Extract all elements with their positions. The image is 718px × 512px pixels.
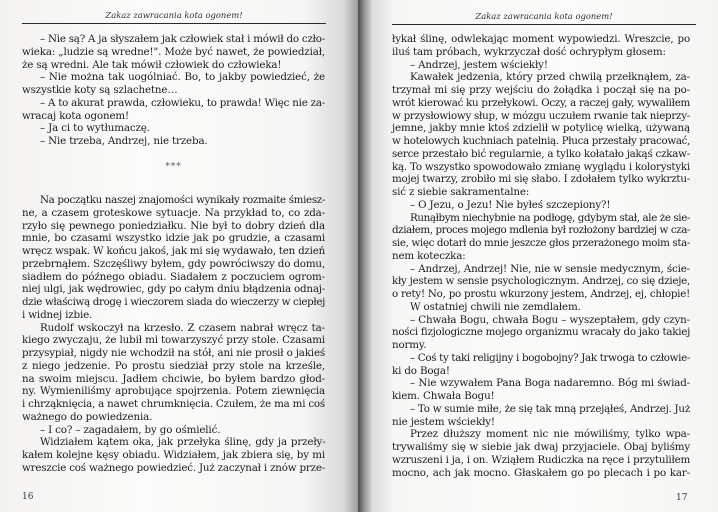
text-line: mocno, ach jak mocno. Głaskałem go po plecach i po kar-	[392, 466, 690, 479]
text-line: kiego zwyczaju, że lubił mi towarzyszyć przy stole. Czasami	[22, 334, 325, 347]
text-line: i widnej izbie.	[22, 308, 93, 321]
right-page	[358, 0, 718, 512]
text-line: z niego jedzenie. Po prostu siedział przy stole na krześle,	[22, 359, 325, 372]
text-line: – Andrzej, jestem wściekły!	[410, 58, 548, 71]
text-line: w hotelowych kuchniach patelnią. Płuca przestały pracować,	[392, 135, 690, 147]
text-line: – Nie trzeba, Andrzej, nie trzeba.	[40, 135, 208, 147]
text-line: trzymał mi się przy wejściu do żołądka i począł się na po-	[392, 84, 690, 96]
text-line: – Nie wzywałem Pana Boga nadaremno. Bóg mi świad-	[410, 377, 690, 390]
text-line: sić z siebie sakramentalne:	[392, 186, 530, 198]
text-line: niej ulgi, jak wędrowiec, gdy po całym dniu błądzenia odnaj-	[22, 283, 326, 296]
header-rule-left	[22, 23, 326, 24]
text-line: kałem kolejne kęsy obiadu. Widziałem, jak zbiera się, by mi	[22, 449, 325, 461]
text-line: iluś tam próbach, wykrzyczał dość ochrypłym głosem:	[392, 45, 666, 58]
text-line: sie, więc dotarł do mnie jeszcze głos przerażonego moim sta-	[392, 237, 691, 249]
text-line: normy.	[392, 339, 427, 351]
text-line: ne, a czasem groteskowe sytuacje. Na przykład to, co zda-	[22, 206, 325, 219]
text-line: nie jestem wściekły!	[392, 415, 495, 428]
text-line: na swoim miejscu. Jadłem chciwie, bo byłem bardzo głod-	[22, 372, 325, 385]
header-rule-right	[392, 24, 696, 25]
text-line: Runąłbym niechybnie na podłogę, gdybym stał, ale że sie-	[410, 211, 690, 224]
text-line: – A to akurat prawda, człowieku, to prawda! Więc nie za-	[40, 96, 325, 109]
text-line: wieka: „ludzie są wredne!". Może być nawet, że powiedział,	[22, 45, 326, 58]
text-line: przysypiał, nigdy nie wchodził na stół, ani nie prosił o jakieś	[22, 347, 325, 359]
text-line: – Nie można tak uogólniać. Bo, to jakby powiedzieć, że	[40, 71, 325, 84]
text-line: ny. Wymieniliśmy aprobujące spojrzenia. Potem ziewnięcia	[22, 385, 325, 398]
text-line: W ostatniej chwili nie zemdlałem.	[410, 300, 581, 313]
text-line: w przysłowiowy słup, w mózgu uczułem rwanie tak nieprzy-	[392, 109, 690, 122]
left-text-bottom	[22, 194, 325, 475]
text-line: wracaj kota ogonem!	[22, 109, 130, 122]
text-line: rzyło się pewnego poniedziałku. Nie był to dobry dzień dla	[22, 219, 325, 232]
text-line: wzruszeni i ja, i on. Wziąłem Rudiczka na ręce i przytuliłem	[392, 453, 691, 466]
text-line: – O Jezu, o Jezu! Nie byłeś szczepiony?!	[410, 198, 611, 211]
page-number-left: 16	[22, 492, 34, 502]
text-line: kiem. Chwała Bogu!	[392, 390, 495, 402]
text-line: trywaliśmy się w siebie jak dwaj przyjaciele. Obaj byliśmy	[392, 441, 690, 453]
text-line: działem, proces mojego mdlenia był rozłożony bardziej w cza-	[392, 224, 690, 237]
text-line: że są wredni. Ale tak mówił człowiek do człowieka!	[22, 58, 282, 71]
text-line: serce przestało bić regularnie, a tylko kołatało jakąś czkaw-	[392, 147, 690, 160]
left-page	[0, 0, 358, 512]
text-line: Rudolf wskoczył na krzesło. Z czasem nabrał wręcz ta-	[40, 321, 325, 334]
text-line: jemne, jakby mnie ktoś zdzielił w potylicę wielką, używaną	[392, 122, 690, 135]
text-line: mojej twarzy, zrobiło mi się słabo. I zdołałem tylko wykrztu-	[392, 173, 690, 186]
text-line: i chrząknięcia, a nawet chrumknięcia. Czułem, że ma mi coś	[22, 398, 326, 410]
text-line: mnie, bo czasami wszystko idzie jak po grudzie, a czasami	[22, 232, 325, 245]
text-line: łykał ślinę, odwlekając moment wypowiedzi. Wreszcie, po	[392, 33, 690, 45]
text-line: – Chwała Bogu, chwała Bogu – wyszeptałem, gdy czyn-	[410, 313, 690, 326]
text-line: Na początku naszej znajomości wynikały rozmaite śmiesz-	[40, 194, 326, 206]
text-line: Widziałem kątem oka, jak przełyka ślinę, gdy ja przeły-	[40, 436, 325, 449]
running-head-left: Zakaz zawracania kota ogonem!	[105, 10, 243, 20]
text-line: ki do Boga!	[392, 364, 450, 377]
text-line: przebrnąłem. Szczęśliwy byłem, gdy powróciwszy do domu,	[22, 257, 325, 270]
text-line: kły jestem w sensie psychologicznym. Andrzej, co się dzieje,	[392, 275, 691, 288]
text-line: – Coś ty taki religijny i bogobojny? Jak trwoga to człowie-	[410, 351, 691, 364]
text-line: – Andrzej, Andrzej! Nie, nie w sensie medycznym, ście-	[410, 262, 690, 275]
text-line: – Ja ci to wytłumaczę.	[40, 122, 150, 135]
text-line: Przez dłuższy moment nic nie mówiliśmy, tylko wpa-	[410, 428, 690, 441]
text-line: wrót kierować ku przełykowi. Oczy, a raczej gały, wywaliłem	[392, 96, 690, 109]
text-line: ważnego do powiedzenia.	[22, 410, 153, 423]
text-line: ką. To wszystko spowodowało zmianę wyglądu i kolorystyki	[392, 160, 690, 173]
text-line: – I co? – zagadałem, by go ośmielić.	[40, 423, 221, 436]
text-line: wszystkie koty są szlachetne…	[22, 84, 178, 96]
right-text	[392, 33, 690, 479]
text-line: wreszcie coś ważnego powiedzieć. Już zaczynał i znów prze-	[22, 461, 326, 474]
section-separator: ***	[165, 162, 182, 172]
text-line: wręcz wspak. W końcu jakoś, jak mi się wydawało, ten dzień	[22, 245, 325, 257]
running-head-right: Zakaz zawracania kota ogonem!	[475, 11, 613, 21]
text-line: nem koteczka:	[392, 249, 466, 262]
text-line: – To w sumie miłe, że się tak mną przejąłeś, Andrzej. Już	[410, 402, 690, 415]
text-line: – Nie są? A ja słyszałem jak człowiek stał i mówił do czło-	[40, 33, 325, 45]
left-text-top	[22, 33, 325, 148]
text-line: dzie właściwą drogę i wieczorem siada do wieczerzy w ciepłej	[22, 296, 326, 308]
text-line: siadłem do późnego obiadu. Siadałem z poczuciem ogrom-	[22, 270, 325, 283]
text-line: ności fizjologiczne mojego organizmu wracały do jako takiej	[392, 326, 691, 339]
text-line: o rety! No, po prostu wkurzony jestem, Andrzej, ej, chłopie!	[392, 288, 690, 300]
text-line: Kawałek jedzenia, który przed chwilą przełknąłem, za-	[410, 71, 690, 84]
page-number-right: 17	[676, 493, 688, 503]
